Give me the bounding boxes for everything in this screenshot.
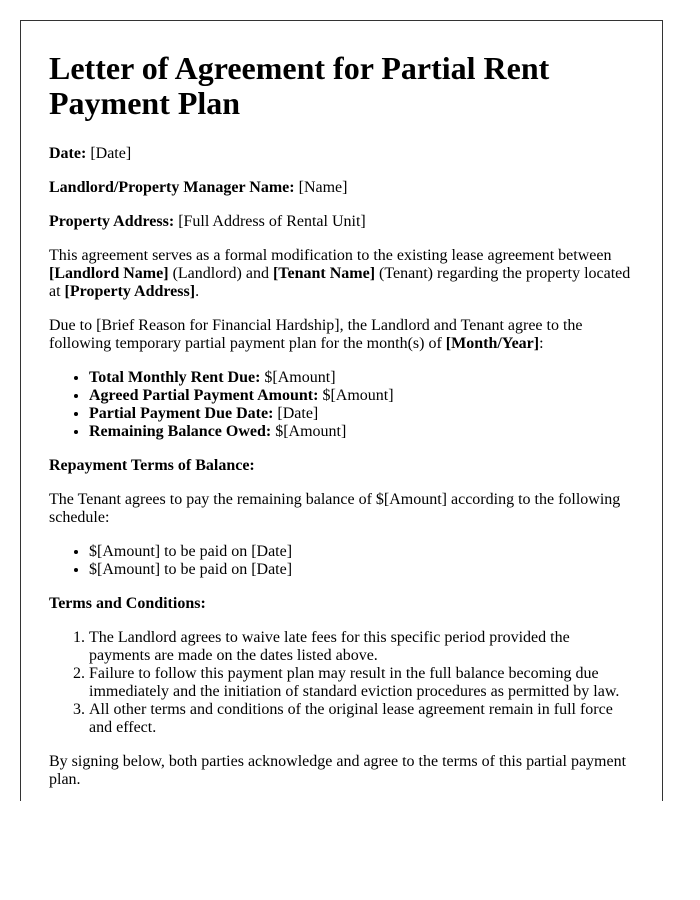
section-heading: Repayment Terms of Balance: [49,457,255,474]
field-label: Landlord/Property Manager Name: [49,179,295,196]
field-value: [Name] [298,179,348,196]
repayment-heading [49,457,634,475]
property-address: [Property Address] [64,283,196,300]
list-item: 1. The Landlord agrees to waive late fees for this specific period provided the payments are made on the dates listed above. [89,629,634,665]
document-title: Letter of Agreement for Partial Rent Payment Plan [49,50,550,121]
list-item: 2. Failure to follow this payment plan may result in the full balance becoming due immediately and the initiation of standard eviction procedures as permitted by law. [89,665,634,701]
text: : [539,335,544,352]
item-value: [Date] [273,405,319,422]
list-item [89,387,634,405]
item-label: Total Monthly Rent Due: [89,369,261,386]
list-item: • $[Amount] to be paid on [Date] [89,543,634,561]
field-value: [Date] [90,145,132,162]
tenant-name: [Tenant Name] [272,265,376,282]
closing-paragraph: By signing below, both parties acknowledge and agree to the terms of this partial payment plan. [49,753,627,788]
intro-paragraph [49,247,634,301]
item-label: Agreed Partial Payment Amount: [89,387,319,404]
text: Due to [Brief Reason for Financial Hardship], the Landlord and Tenant agree to the following temporary partial payment plan for the month(s) of [49,317,583,352]
field-label: Date: [49,145,87,162]
section-heading: Terms and Conditions: [49,595,206,612]
letter-document [20,20,663,801]
item-label: Remaining Balance Owed: [89,423,272,440]
repayment-schedule-list [49,543,634,579]
terms-heading [49,595,634,613]
item-value: $[Amount] [318,387,394,404]
list-item [89,369,634,387]
list-item: • $[Amount] to be paid on [Date] [89,561,634,579]
payment-details-list [49,369,634,441]
item-value: $[Amount] [260,369,336,386]
item-value: $[Amount] [271,423,347,440]
list-item [89,405,634,423]
landlord-name: [Landlord Name] [49,265,169,282]
landlord-name-field [49,179,634,197]
list-item [89,423,634,441]
hardship-paragraph [49,317,634,353]
terms-list [49,629,634,737]
property-address-field [49,213,634,231]
field-label: Property Address: [49,213,175,230]
text: . [195,283,200,300]
item-label: Partial Payment Due Date: [89,405,274,422]
text: (Landlord) and [168,265,273,282]
repayment-text: The Tenant agrees to pay the remaining balance of $[Amount] according to the following schedule: [49,491,621,526]
date-field [49,145,634,163]
field-value: [Full Address of Rental Unit] [178,213,366,230]
text: This agreement serves as a formal modification to the existing lease agreement between [49,247,612,264]
text: (Tenant) regarding the property located at [49,265,631,300]
list-item: 3. All other terms and conditions of the original lease agreement remain in full force and effect. [89,701,634,737]
month-year: [Month/Year] [445,335,540,352]
